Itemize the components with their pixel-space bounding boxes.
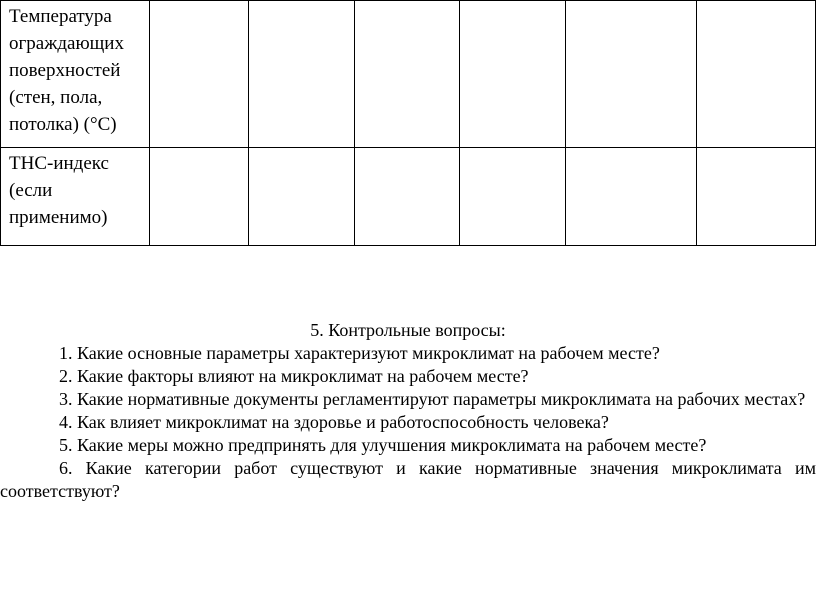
question-item: 5. Какие меры можно предпринять для улучшения микроклимата на рабочем месте? — [59, 435, 707, 455]
row-label-surface-temperature: Температура ограждающих поверхностей (стен, пола, потолка) (°C) — [1, 1, 150, 148]
table-cell — [565, 1, 696, 148]
table-cell — [249, 148, 355, 246]
table-cell — [696, 1, 815, 148]
table-cell — [696, 148, 815, 246]
table-cell — [150, 148, 249, 246]
table-row — [1, 148, 816, 246]
table-cell — [249, 1, 355, 148]
table-cell — [565, 148, 696, 246]
table-cell — [355, 148, 459, 246]
table-cell — [459, 1, 565, 148]
row-label-tns-index: ТНС-индекс (если применимо) — [1, 148, 150, 246]
question-item: 2. Какие факторы влияют на микроклимат на рабочем месте? — [59, 366, 529, 386]
section-title: 5. Контрольные вопросы: — [310, 320, 506, 340]
table-cell — [355, 1, 459, 148]
question-item: 3. Какие нормативные документы регламентируют параметры микроклимата на рабочих местах? — [59, 389, 806, 409]
measurement-table — [0, 0, 816, 246]
table-cell — [150, 1, 249, 148]
control-questions-section — [0, 319, 816, 503]
question-item: 1. Какие основные параметры характеризуют микроклимат на рабочем месте? — [59, 343, 660, 363]
question-item: 4. Как влияет микроклимат на здоровье и работоспособность человека? — [59, 412, 609, 432]
question-item: 6. Какие категории работ существуют и какие нормативные значения микроклимата им соответствуют? — [0, 458, 816, 501]
table-row — [1, 1, 816, 148]
table-cell — [459, 148, 565, 246]
